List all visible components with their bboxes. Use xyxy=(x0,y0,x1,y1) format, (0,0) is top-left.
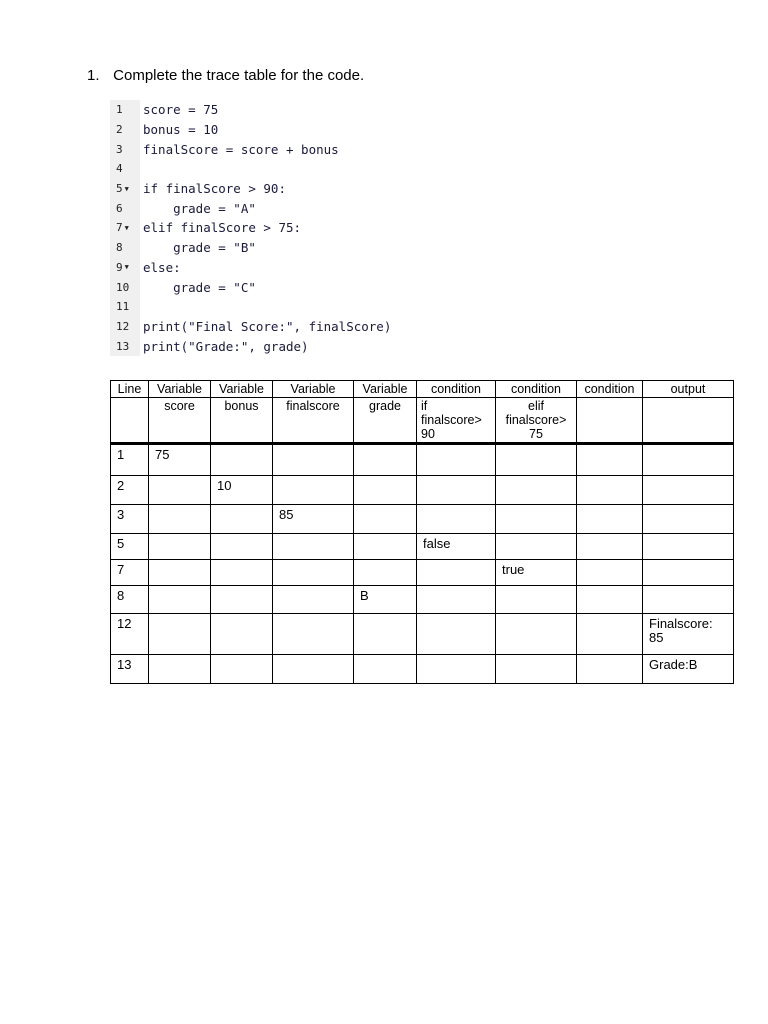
header-cell: Variable xyxy=(273,381,354,398)
line-number: 13 xyxy=(110,336,140,356)
table-cell xyxy=(643,534,734,560)
table-cell: 3 xyxy=(111,505,149,534)
table-cell xyxy=(149,560,211,586)
table-cell xyxy=(417,444,496,476)
table-cell xyxy=(496,505,577,534)
line-number: 11 xyxy=(110,297,140,317)
table-cell xyxy=(417,655,496,684)
fold-arrow-icon[interactable]: ▼ xyxy=(124,223,129,232)
line-number: 9 ▼ xyxy=(110,258,140,278)
header-cell: bonus xyxy=(211,398,273,444)
header-cell: condition xyxy=(577,381,643,398)
code-text: grade = "C" xyxy=(143,279,256,295)
table-cell: 1 xyxy=(111,444,149,476)
table-row xyxy=(111,444,734,476)
header-cell: score xyxy=(149,398,211,444)
table-cell xyxy=(211,586,273,614)
table-cell xyxy=(496,655,577,684)
table-row xyxy=(111,614,734,655)
table-cell xyxy=(354,505,417,534)
table-cell: 85 xyxy=(273,505,354,534)
table-cell xyxy=(273,655,354,684)
code-line xyxy=(110,317,400,337)
header-row-1 xyxy=(111,381,734,398)
question xyxy=(87,67,364,84)
header-cell xyxy=(643,398,734,444)
table-cell xyxy=(149,505,211,534)
header-cell: elif finalscore> 75 xyxy=(496,398,577,444)
header-cell: condition xyxy=(496,381,577,398)
table-row xyxy=(111,476,734,505)
header-cell: condition xyxy=(417,381,496,398)
header-cell xyxy=(111,398,149,444)
header-cell: Variable xyxy=(354,381,417,398)
table-cell: 8 xyxy=(111,586,149,614)
header-cell xyxy=(577,398,643,444)
line-number: 2 xyxy=(110,120,140,140)
table-cell xyxy=(643,476,734,505)
table-cell xyxy=(273,586,354,614)
line-number: 7 ▼ xyxy=(110,218,140,238)
line-number: 4 xyxy=(110,159,140,179)
table-cell xyxy=(273,534,354,560)
table-cell xyxy=(643,560,734,586)
code-text: print("Final Score:", finalScore) xyxy=(143,318,392,334)
code-line xyxy=(110,179,400,199)
fold-arrow-icon[interactable]: ▼ xyxy=(124,263,129,272)
line-number: 5 ▼ xyxy=(110,179,140,199)
table-cell xyxy=(577,534,643,560)
table-cell xyxy=(354,476,417,505)
line-number: 6 xyxy=(110,198,140,218)
table-cell: 2 xyxy=(111,476,149,505)
code-line xyxy=(110,258,400,278)
code-line xyxy=(110,198,400,218)
code-text: grade = "B" xyxy=(143,240,256,256)
table-cell xyxy=(577,586,643,614)
question-number: 1. xyxy=(87,67,100,84)
table-cell: 10 xyxy=(211,476,273,505)
table-cell xyxy=(354,560,417,586)
header-cell: Variable xyxy=(149,381,211,398)
header-cell: Variable xyxy=(211,381,273,398)
table-cell xyxy=(643,444,734,476)
table-cell xyxy=(354,534,417,560)
table-cell xyxy=(211,560,273,586)
table-cell xyxy=(577,655,643,684)
code-line xyxy=(110,159,400,179)
code-text: grade = "A" xyxy=(143,200,256,216)
table-cell: false xyxy=(417,534,496,560)
table-cell xyxy=(149,476,211,505)
table-cell xyxy=(273,560,354,586)
table-cell: 5 xyxy=(111,534,149,560)
code-text: finalScore = score + bonus xyxy=(143,141,339,157)
table-cell: 7 xyxy=(111,560,149,586)
table-cell xyxy=(643,586,734,614)
table-cell xyxy=(211,505,273,534)
table-cell xyxy=(354,655,417,684)
table-cell xyxy=(273,444,354,476)
table-cell xyxy=(496,476,577,505)
code-line xyxy=(110,218,400,238)
table-cell xyxy=(149,534,211,560)
code-line xyxy=(110,120,400,140)
table-cell: B xyxy=(354,586,417,614)
table-cell xyxy=(417,476,496,505)
table-cell xyxy=(149,655,211,684)
table-cell: true xyxy=(496,560,577,586)
table-cell xyxy=(149,586,211,614)
table-cell: 13 xyxy=(111,655,149,684)
table-cell xyxy=(577,560,643,586)
line-number: 1 xyxy=(110,100,140,120)
code-line xyxy=(110,336,400,356)
table-cell xyxy=(577,444,643,476)
table-row xyxy=(111,655,734,684)
table-cell: Finalscore: 85 xyxy=(643,614,734,655)
line-number: 8 xyxy=(110,238,140,258)
code-line xyxy=(110,238,400,258)
fold-arrow-icon[interactable]: ▼ xyxy=(124,184,129,193)
table-cell xyxy=(643,505,734,534)
table-cell xyxy=(577,505,643,534)
table-cell xyxy=(496,586,577,614)
line-number: 3 xyxy=(110,139,140,159)
table-cell xyxy=(354,614,417,655)
code-text: score = 75 xyxy=(143,102,219,118)
code-line xyxy=(110,297,400,317)
trace-table xyxy=(110,380,734,684)
table-row xyxy=(111,560,734,586)
code-text: print("Grade:", grade) xyxy=(143,338,309,354)
table-cell: Grade:B xyxy=(643,655,734,684)
table-row xyxy=(111,534,734,560)
table-cell xyxy=(211,534,273,560)
table-row xyxy=(111,586,734,614)
code-line xyxy=(110,277,400,297)
code-block xyxy=(110,100,400,356)
code-text: bonus = 10 xyxy=(143,122,219,138)
question-text: Complete the trace table for the code. xyxy=(113,67,365,84)
table-cell xyxy=(496,444,577,476)
table-cell xyxy=(417,505,496,534)
table-cell xyxy=(577,476,643,505)
table-body xyxy=(111,444,734,684)
table-row xyxy=(111,505,734,534)
table-cell xyxy=(417,560,496,586)
code-text: elif finalScore > 75: xyxy=(143,220,302,236)
table-cell xyxy=(149,614,211,655)
table-cell xyxy=(577,614,643,655)
code-line xyxy=(110,139,400,159)
line-number: 10 xyxy=(110,277,140,297)
header-cell: output xyxy=(643,381,734,398)
table-cell xyxy=(496,534,577,560)
header-cell: grade xyxy=(354,398,417,444)
header-cell: Line xyxy=(111,381,149,398)
table-cell xyxy=(211,655,273,684)
table-cell xyxy=(417,586,496,614)
line-number: 12 xyxy=(110,317,140,337)
table-cell xyxy=(273,476,354,505)
table-cell xyxy=(354,444,417,476)
table-cell xyxy=(211,444,273,476)
table-cell xyxy=(417,614,496,655)
table-cell xyxy=(496,614,577,655)
table-cell: 75 xyxy=(149,444,211,476)
code-line xyxy=(110,100,400,120)
code-text: else: xyxy=(143,259,181,275)
code-text: if finalScore > 90: xyxy=(143,181,286,197)
table-cell: 12 xyxy=(111,614,149,655)
table-cell xyxy=(273,614,354,655)
header-cell: if finalscore> 90 xyxy=(417,398,496,444)
header-cell: finalscore xyxy=(273,398,354,444)
header-row-2 xyxy=(111,398,734,444)
table-cell xyxy=(211,614,273,655)
